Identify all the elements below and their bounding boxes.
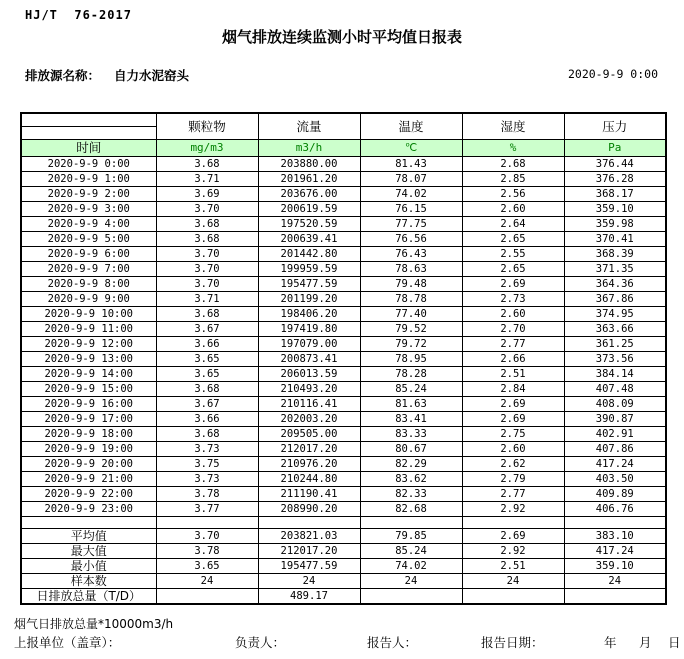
corner-cell-top [21, 113, 156, 127]
value-cell: 197079.00 [258, 337, 360, 352]
value-cell: 3.71 [156, 292, 258, 307]
summary-value-cell: 212017.20 [258, 544, 360, 559]
value-cell: 2.65 [462, 232, 564, 247]
time-cell: 2020-9-9 10:00 [21, 307, 156, 322]
table-row [21, 367, 666, 382]
value-cell: 2.69 [462, 412, 564, 427]
report-unit-label: 上报单位（盖章）： [14, 635, 121, 650]
value-cell: 361.25 [564, 337, 666, 352]
total-emission-note: 烟气日排放总量*10000m3/h [14, 617, 174, 631]
time-cell: 2020-9-9 11:00 [21, 322, 156, 337]
responsible-person-label: 负责人： [235, 635, 286, 650]
value-cell: 3.68 [156, 307, 258, 322]
value-cell: 80.67 [360, 442, 462, 457]
value-cell: 3.70 [156, 277, 258, 292]
col-header-temperature: 温度 [360, 113, 462, 140]
col-header-flow: 流量 [258, 113, 360, 140]
value-cell: 210493.20 [258, 382, 360, 397]
value-cell: 202003.20 [258, 412, 360, 427]
table-row [21, 277, 666, 292]
value-cell: 81.63 [360, 397, 462, 412]
table-row [21, 172, 666, 187]
value-cell: 367.86 [564, 292, 666, 307]
value-cell: 2.79 [462, 472, 564, 487]
summary-value-cell: 195477.59 [258, 559, 360, 574]
table-row [21, 457, 666, 472]
value-cell: 79.72 [360, 337, 462, 352]
value-cell: 409.89 [564, 487, 666, 502]
time-cell: 2020-9-9 15:00 [21, 382, 156, 397]
value-cell: 403.50 [564, 472, 666, 487]
daily-report-table [20, 112, 667, 605]
time-cell: 2020-9-9 20:00 [21, 457, 156, 472]
value-cell: 2.84 [462, 382, 564, 397]
report-time: 2020-9-9 0:00 [567, 67, 658, 81]
table-row [21, 262, 666, 277]
value-cell: 77.75 [360, 217, 462, 232]
table-row [21, 412, 666, 427]
time-cell: 2020-9-9 19:00 [21, 442, 156, 457]
value-cell: 368.39 [564, 247, 666, 262]
value-cell: 81.43 [360, 157, 462, 172]
value-cell: 82.29 [360, 457, 462, 472]
summary-value-cell [360, 589, 462, 605]
table-row [21, 352, 666, 367]
value-cell: 195477.59 [258, 277, 360, 292]
spacer-cell [156, 517, 258, 529]
time-cell: 2020-9-9 14:00 [21, 367, 156, 382]
value-cell: 2.65 [462, 262, 564, 277]
table-row [21, 292, 666, 307]
time-cell: 2020-9-9 7:00 [21, 262, 156, 277]
value-cell: 2.70 [462, 322, 564, 337]
value-cell: 370.41 [564, 232, 666, 247]
value-cell: 2.66 [462, 352, 564, 367]
value-cell: 198406.20 [258, 307, 360, 322]
table-row [21, 502, 666, 517]
value-cell: 203676.00 [258, 187, 360, 202]
value-cell: 78.28 [360, 367, 462, 382]
value-cell: 359.10 [564, 202, 666, 217]
value-cell: 206013.59 [258, 367, 360, 382]
summary-value-cell: 24 [156, 574, 258, 589]
table-row [21, 382, 666, 397]
col-header-pressure: 压力 [564, 113, 666, 140]
value-cell: 74.02 [360, 187, 462, 202]
value-cell: 83.33 [360, 427, 462, 442]
value-cell: 3.68 [156, 427, 258, 442]
value-cell: 407.86 [564, 442, 666, 457]
value-cell: 208990.20 [258, 502, 360, 517]
value-cell: 3.65 [156, 367, 258, 382]
col-header-humidity: 湿度 [462, 113, 564, 140]
time-column-header: 时间 [21, 140, 156, 157]
summary-value-cell: 2.92 [462, 544, 564, 559]
table-row [21, 202, 666, 217]
time-cell: 2020-9-9 21:00 [21, 472, 156, 487]
value-cell: 3.71 [156, 172, 258, 187]
summary-value-cell: 3.78 [156, 544, 258, 559]
table-row [21, 442, 666, 457]
value-cell: 2.56 [462, 187, 564, 202]
value-cell: 199959.59 [258, 262, 360, 277]
summary-value-cell: 2.69 [462, 529, 564, 544]
value-cell: 368.17 [564, 187, 666, 202]
value-cell: 384.14 [564, 367, 666, 382]
time-cell: 2020-9-9 3:00 [21, 202, 156, 217]
summary-row [21, 544, 666, 559]
page-title: 烟气排放连续监测小时平均值日报表 [221, 28, 462, 46]
summary-row [21, 529, 666, 544]
value-cell: 79.48 [360, 277, 462, 292]
summary-label: 最大值 [21, 544, 156, 559]
value-cell: 2.77 [462, 337, 564, 352]
emission-source [25, 66, 189, 84]
value-cell: 3.68 [156, 382, 258, 397]
value-cell: 3.67 [156, 322, 258, 337]
value-cell: 76.43 [360, 247, 462, 262]
value-cell: 197520.59 [258, 217, 360, 232]
time-cell: 2020-9-9 9:00 [21, 292, 156, 307]
value-cell: 2.51 [462, 367, 564, 382]
summary-value-cell: 24 [258, 574, 360, 589]
param-header-row [21, 113, 666, 127]
value-cell: 3.78 [156, 487, 258, 502]
summary-value-cell [462, 589, 564, 605]
time-cell: 2020-9-9 17:00 [21, 412, 156, 427]
summary-label: 平均值 [21, 529, 156, 544]
time-cell: 2020-9-9 16:00 [21, 397, 156, 412]
value-cell: 2.77 [462, 487, 564, 502]
spacer-cell [462, 517, 564, 529]
value-cell: 200639.41 [258, 232, 360, 247]
summary-label: 样本数 [21, 574, 156, 589]
time-cell: 2020-9-9 13:00 [21, 352, 156, 367]
value-cell: 3.66 [156, 412, 258, 427]
time-cell: 2020-9-9 12:00 [21, 337, 156, 352]
value-cell: 390.87 [564, 412, 666, 427]
value-cell: 371.35 [564, 262, 666, 277]
source-name: 自力水泥窑头 [114, 68, 190, 83]
summary-value-cell: 85.24 [360, 544, 462, 559]
table-row [21, 472, 666, 487]
value-cell: 3.77 [156, 502, 258, 517]
value-cell: 197419.80 [258, 322, 360, 337]
value-cell: 2.55 [462, 247, 564, 262]
value-cell: 78.95 [360, 352, 462, 367]
value-cell: 402.91 [564, 427, 666, 442]
unit-flow: m3/h [258, 140, 360, 157]
table-row [21, 337, 666, 352]
corner-cell-bottom [21, 127, 156, 140]
summary-label: 日排放总量（T/D） [21, 589, 156, 605]
value-cell: 82.33 [360, 487, 462, 502]
value-cell: 78.63 [360, 262, 462, 277]
time-cell: 2020-9-9 4:00 [21, 217, 156, 232]
value-cell: 210244.80 [258, 472, 360, 487]
value-cell: 200873.41 [258, 352, 360, 367]
time-cell: 2020-9-9 23:00 [21, 502, 156, 517]
value-cell: 359.98 [564, 217, 666, 232]
table-body [21, 157, 666, 605]
value-cell: 408.09 [564, 397, 666, 412]
value-cell: 211190.41 [258, 487, 360, 502]
value-cell: 78.07 [360, 172, 462, 187]
time-cell: 2020-9-9 1:00 [21, 172, 156, 187]
value-cell: 2.73 [462, 292, 564, 307]
report-date-label: 报告日期： [481, 635, 544, 650]
unit-humidity: % [462, 140, 564, 157]
summary-label: 最小值 [21, 559, 156, 574]
table-row [21, 487, 666, 502]
summary-row [21, 574, 666, 589]
value-cell: 210976.20 [258, 457, 360, 472]
value-cell: 2.68 [462, 157, 564, 172]
table-row [21, 322, 666, 337]
value-cell: 77.40 [360, 307, 462, 322]
value-cell: 2.75 [462, 427, 564, 442]
table-row [21, 157, 666, 172]
value-cell: 3.70 [156, 202, 258, 217]
value-cell: 3.67 [156, 397, 258, 412]
summary-row [21, 589, 666, 605]
time-cell: 2020-9-9 6:00 [21, 247, 156, 262]
value-cell: 203880.00 [258, 157, 360, 172]
summary-value-cell: 489.17 [258, 589, 360, 605]
value-cell: 201199.20 [258, 292, 360, 307]
unit-particulate: mg/m3 [156, 140, 258, 157]
col-header-particulate: 颗粒物 [156, 113, 258, 140]
value-cell: 3.68 [156, 217, 258, 232]
value-cell: 2.64 [462, 217, 564, 232]
value-cell: 3.68 [156, 232, 258, 247]
value-cell: 2.92 [462, 502, 564, 517]
unit-temperature: ℃ [360, 140, 462, 157]
value-cell: 83.62 [360, 472, 462, 487]
value-cell: 3.65 [156, 352, 258, 367]
summary-value-cell: 383.10 [564, 529, 666, 544]
spacer-cell [258, 517, 360, 529]
value-cell: 406.76 [564, 502, 666, 517]
value-cell: 3.73 [156, 472, 258, 487]
summary-value-cell: 3.65 [156, 559, 258, 574]
value-cell: 2.60 [462, 307, 564, 322]
summary-value-cell: 79.85 [360, 529, 462, 544]
value-cell: 2.69 [462, 397, 564, 412]
summary-value-cell: 74.02 [360, 559, 462, 574]
summary-value-cell: 24 [462, 574, 564, 589]
value-cell: 2.60 [462, 442, 564, 457]
value-cell: 3.73 [156, 442, 258, 457]
value-cell: 85.24 [360, 382, 462, 397]
summary-row [21, 559, 666, 574]
signature-line [0, 633, 684, 649]
value-cell: 376.44 [564, 157, 666, 172]
summary-value-cell: 203821.03 [258, 529, 360, 544]
table-row [21, 397, 666, 412]
summary-value-cell: 24 [564, 574, 666, 589]
unit-header-row [21, 140, 666, 157]
table-row [21, 217, 666, 232]
time-cell: 2020-9-9 2:00 [21, 187, 156, 202]
value-cell: 82.68 [360, 502, 462, 517]
table-row [21, 247, 666, 262]
summary-value-cell: 24 [360, 574, 462, 589]
month-label: 月 [639, 635, 652, 650]
spacer-row [21, 517, 666, 529]
time-cell: 2020-9-9 18:00 [21, 427, 156, 442]
day-label: 日 [668, 635, 681, 650]
summary-value-cell: 2.51 [462, 559, 564, 574]
value-cell: 374.95 [564, 307, 666, 322]
unit-pressure: Pa [564, 140, 666, 157]
value-cell: 3.70 [156, 262, 258, 277]
value-cell: 3.68 [156, 157, 258, 172]
table-row [21, 427, 666, 442]
value-cell: 417.24 [564, 457, 666, 472]
value-cell: 364.36 [564, 277, 666, 292]
value-cell: 212017.20 [258, 442, 360, 457]
table-row [21, 307, 666, 322]
time-cell: 2020-9-9 8:00 [21, 277, 156, 292]
value-cell: 2.69 [462, 277, 564, 292]
summary-value-cell: 417.24 [564, 544, 666, 559]
value-cell: 78.78 [360, 292, 462, 307]
value-cell: 3.66 [156, 337, 258, 352]
table-row [21, 187, 666, 202]
time-cell: 2020-9-9 22:00 [21, 487, 156, 502]
value-cell: 373.56 [564, 352, 666, 367]
spacer-cell [21, 517, 156, 529]
value-cell: 83.41 [360, 412, 462, 427]
value-cell: 2.60 [462, 202, 564, 217]
value-cell: 376.28 [564, 172, 666, 187]
value-cell: 3.69 [156, 187, 258, 202]
time-cell: 2020-9-9 0:00 [21, 157, 156, 172]
year-label: 年 [604, 635, 617, 650]
summary-value-cell: 359.10 [564, 559, 666, 574]
summary-value-cell: 3.70 [156, 529, 258, 544]
value-cell: 2.85 [462, 172, 564, 187]
value-cell: 3.70 [156, 247, 258, 262]
reporter-label: 报告人： [367, 635, 418, 650]
value-cell: 201961.20 [258, 172, 360, 187]
value-cell: 363.66 [564, 322, 666, 337]
time-cell: 2020-9-9 5:00 [21, 232, 156, 247]
source-label: 排放源名称： [25, 68, 101, 83]
table-row [21, 232, 666, 247]
value-cell: 2.62 [462, 457, 564, 472]
value-cell: 200619.59 [258, 202, 360, 217]
value-cell: 76.15 [360, 202, 462, 217]
value-cell: 79.52 [360, 322, 462, 337]
standard-number: HJ/T 76-2017 [25, 8, 132, 22]
value-cell: 201442.80 [258, 247, 360, 262]
spacer-cell [564, 517, 666, 529]
value-cell: 210116.41 [258, 397, 360, 412]
value-cell: 76.56 [360, 232, 462, 247]
summary-value-cell [156, 589, 258, 605]
summary-value-cell [564, 589, 666, 605]
value-cell: 407.48 [564, 382, 666, 397]
spacer-cell [360, 517, 462, 529]
value-cell: 209505.00 [258, 427, 360, 442]
value-cell: 3.75 [156, 457, 258, 472]
